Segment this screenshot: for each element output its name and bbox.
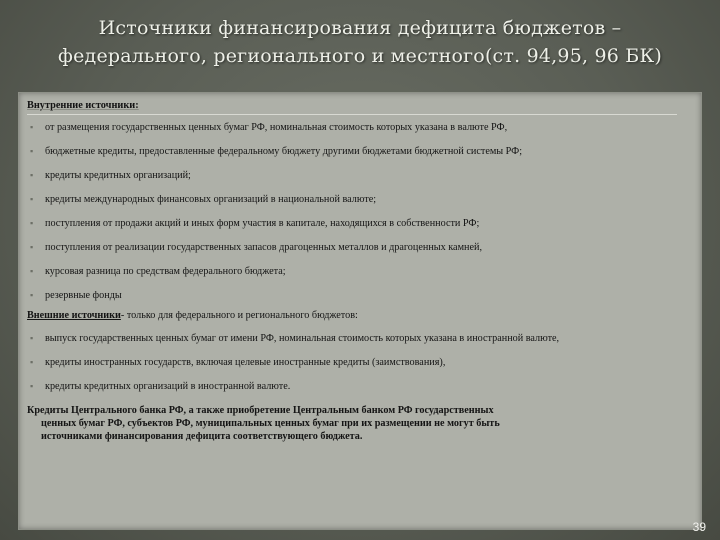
list-item: ▪ поступления от реализации государственных запасов драгоценных металлов и драгоценных камней, <box>30 242 482 253</box>
external-sources-list <box>27 332 697 393</box>
content-body <box>27 99 697 443</box>
internal-sources-list <box>27 121 697 302</box>
central-bank-note <box>27 404 697 443</box>
note-line-3: источниками финансирования дефицита соответствующего бюджета. <box>41 431 363 442</box>
bullet-icon: ▪ <box>30 218 34 228</box>
bullet-icon: ▪ <box>30 333 34 343</box>
bullet-icon: ▪ <box>30 357 34 367</box>
list-item: ▪ кредиты иностранных государств, включая целевые иностранные кредиты (заимствования), <box>30 357 446 368</box>
list-item: ▪ кредиты международных финансовых организаций в национальной валюте; <box>30 194 377 205</box>
list-item: ▪ поступления от продажи акций и иных форм участия в капитале, находящихся в собственности РФ; <box>30 218 480 229</box>
bullet-icon: ▪ <box>30 381 34 391</box>
bullet-icon: ▪ <box>30 122 34 132</box>
external-sources-heading <box>27 309 697 322</box>
title-line-1: Источники финансирования дефицита бюджетов – <box>98 17 622 39</box>
divider <box>27 114 677 115</box>
title-line-2: федерального, регионального и местного(ст. 94,95, 96 БК) <box>58 45 662 67</box>
bullet-icon: ▪ <box>30 242 34 252</box>
external-sources-label: Внешние источники <box>27 310 121 321</box>
bullet-icon: ▪ <box>30 194 34 204</box>
list-item: ▪ выпуск государственных ценных бумаг от имени РФ, номинальная стоимость которых указана в иностранной валюте, <box>30 333 560 344</box>
list-item: ▪ курсовая разница по средствам федерального бюджета; <box>30 266 286 277</box>
list-item: ▪ резервные фонды <box>30 290 122 301</box>
bullet-icon: ▪ <box>30 170 34 180</box>
external-sources-scope: - только для федерального и регионального бюджетов: <box>120 310 358 321</box>
internal-sources-heading: Внутренние источники: <box>27 100 139 111</box>
content-panel <box>18 92 702 530</box>
page-number: 39 <box>692 520 706 534</box>
bullet-icon: ▪ <box>30 290 34 300</box>
list-item: ▪ кредиты кредитных организаций; <box>30 170 191 181</box>
note-line-1: Кредиты Центрального банка РФ, а также приобретение Центральным банком РФ государственных <box>27 405 494 416</box>
slide-title <box>20 14 700 70</box>
list-item: ▪ кредиты кредитных организаций в иностранной валюте. <box>30 381 291 392</box>
list-item: ▪ бюджетные кредиты, предоставленные федеральному бюджету другими бюджетами бюджетной системы РФ; <box>30 146 523 157</box>
note-line-2: ценных бумаг РФ, субъектов РФ, муниципальных ценных бумаг при их размещении не могут быть <box>41 418 500 429</box>
bullet-icon: ▪ <box>30 146 34 156</box>
bullet-icon: ▪ <box>30 266 34 276</box>
list-item: ▪ от размещения государственных ценных бумаг РФ, номинальная стоимость которых указана в валюте РФ, <box>30 122 508 133</box>
